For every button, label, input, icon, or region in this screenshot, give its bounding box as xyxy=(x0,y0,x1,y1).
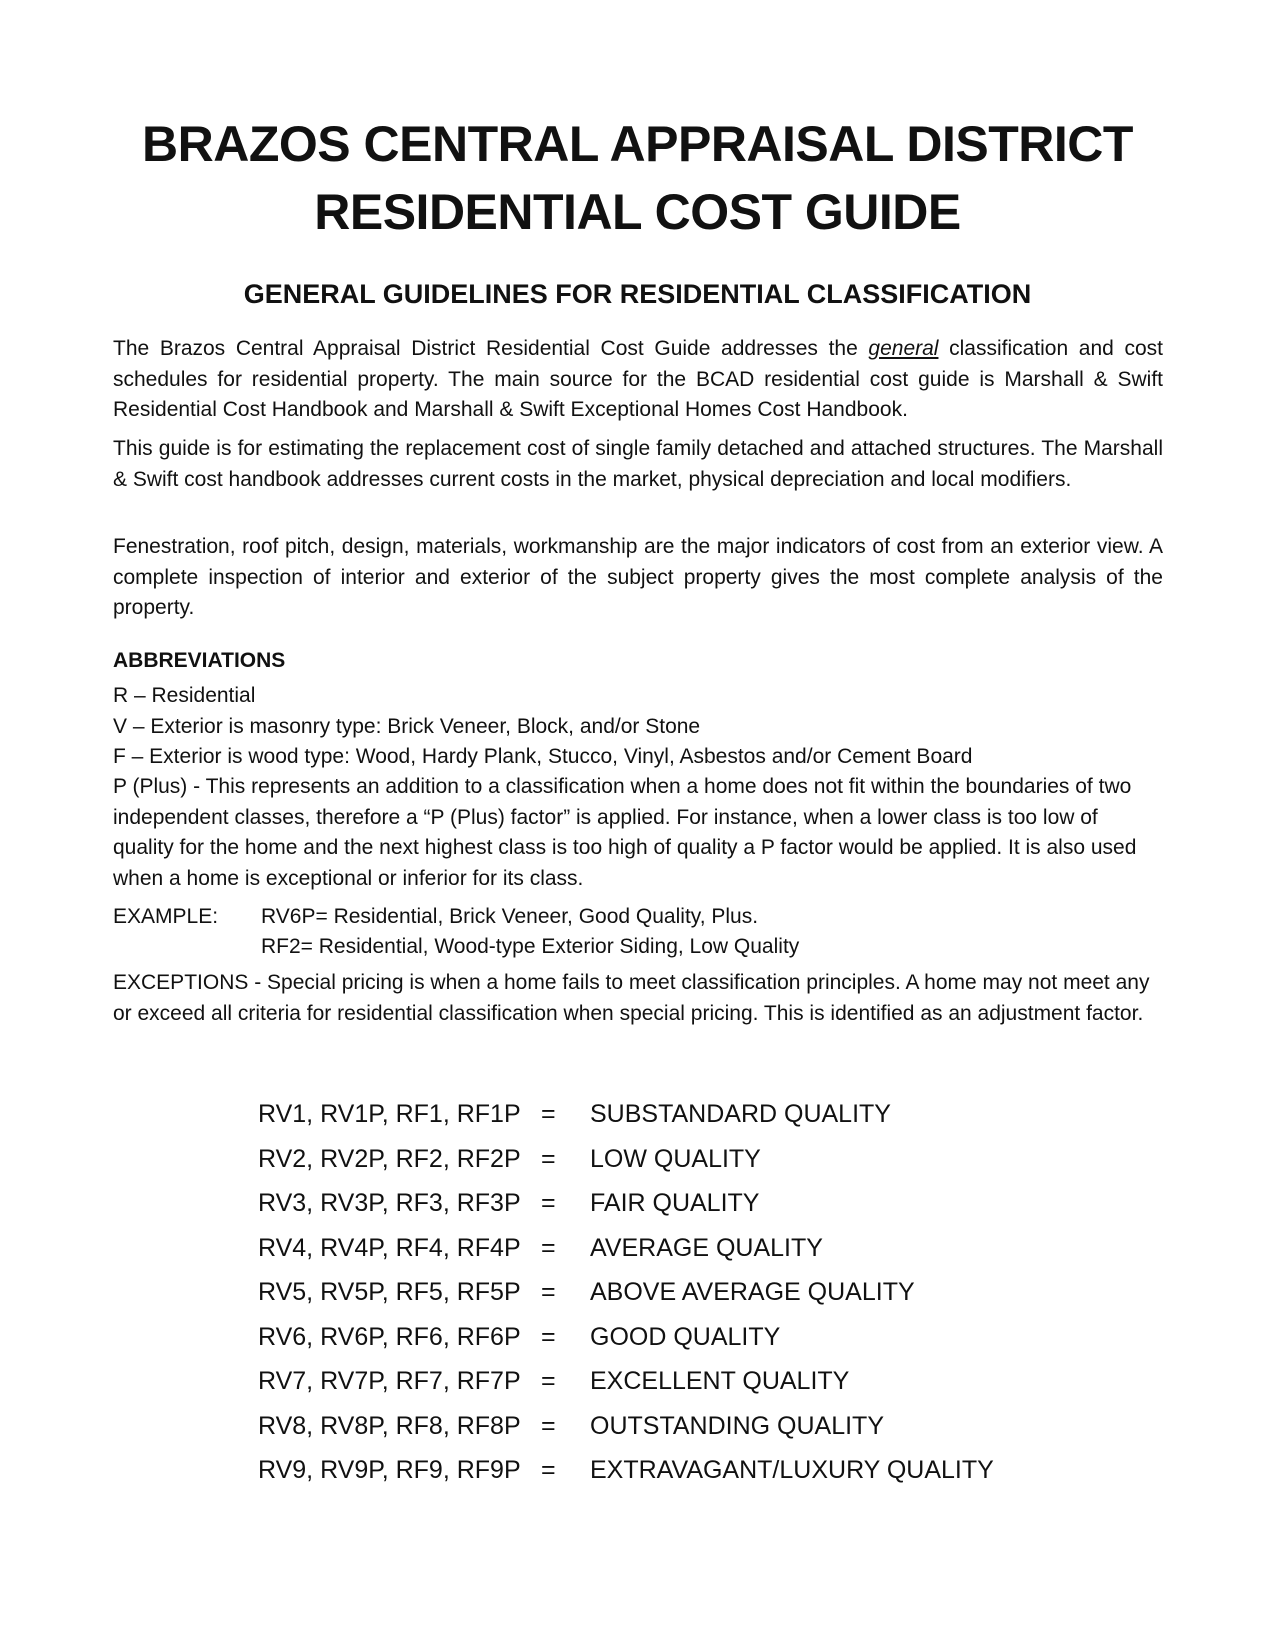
example-line: RF2= Residential, Wood-type Exterior Siding, Low Quality xyxy=(261,935,800,958)
quality-level: LOW QUALITY xyxy=(590,1144,761,1173)
class-codes: RV7, RV7P, RF7, RF7P xyxy=(258,1367,521,1395)
class-codes: RV9, RV9P, RF9, RF9P xyxy=(258,1456,521,1484)
quality-level: AVERAGE QUALITY xyxy=(590,1233,823,1262)
abbreviations-heading: ABBREVIATIONS xyxy=(113,649,286,672)
class-codes: RV1, RV1P, RF1, RF1P xyxy=(258,1100,521,1128)
quality-level: GOOD QUALITY xyxy=(590,1322,781,1351)
class-codes: RV5, RV5P, RF5, RF5P xyxy=(258,1278,521,1306)
quality-level: EXTRAVAGANT/LUXURY QUALITY xyxy=(590,1456,994,1484)
class-codes: RV6, RV6P, RF6, RF6P xyxy=(258,1322,521,1351)
class-codes: RV3, RV3P, RF3, RF3P xyxy=(258,1189,521,1217)
quality-level: ABOVE AVERAGE QUALITY xyxy=(590,1278,915,1306)
quality-level: OUTSTANDING QUALITY xyxy=(590,1411,885,1440)
equals-sign: = xyxy=(541,1322,556,1351)
equals-sign: = xyxy=(541,1367,556,1395)
equals-sign: = xyxy=(541,1233,556,1262)
quality-level: SUBSTANDARD QUALITY xyxy=(590,1100,891,1128)
intro-paragraph-2: This guide is for estimating the replacement cost of single family detached and attached structures. The Marshall & Swift cost handbook addresses current costs in the market, physical depreciation and local modifiers. xyxy=(113,437,1163,491)
example-label: EXAMPLE: xyxy=(113,905,219,928)
abbreviation-item: R – Residential xyxy=(113,684,256,707)
class-codes: RV2, RV2P, RF2, RF2P xyxy=(258,1144,521,1173)
section-heading: GENERAL GUIDELINES FOR RESIDENTIAL CLASSIFICATION xyxy=(243,279,1032,309)
emphasis-general: general xyxy=(868,337,939,360)
abbreviation-item: F – Exterior is wood type: Wood, Hardy Plank, Stucco, Vinyl, Asbestos and/or Cement Board xyxy=(113,745,973,768)
equals-sign: = xyxy=(541,1456,556,1484)
quality-level: EXCELLENT QUALITY xyxy=(590,1367,850,1395)
example-line: RV6P= Residential, Brick Veneer, Good Quality, Plus. xyxy=(261,905,759,928)
equals-sign: = xyxy=(541,1189,556,1217)
equals-sign: = xyxy=(541,1278,556,1306)
abbreviations-list xyxy=(113,681,1173,773)
document-title-line1: BRAZOS CENTRAL APPRAISAL DISTRICT xyxy=(142,116,1133,172)
intro-paragraph-1-end: classification and cost schedules for residential property. The main source for the BCAD residential cost guide is Marshall & Swift Residential Cost Handbook and Marshall & Swift Exceptional Homes Cost Handbook. xyxy=(113,337,1163,421)
equals-sign: = xyxy=(541,1100,556,1128)
abbreviation-plus-definition: P (Plus) - This represents an addition to a classification when a home does not fit within the boundaries of two independent classes, therefore a “P (Plus) factor” is applied. For instance, when a lower class is too low of quality for the home and the next highest class is too high of quality a P factor would be applied. It is also used when a home is exceptional or inferior for its class. xyxy=(113,775,1137,890)
document-title-line2: RESIDENTIAL COST GUIDE xyxy=(314,184,961,240)
quality-level: FAIR QUALITY xyxy=(590,1189,760,1217)
intro-paragraph-1 xyxy=(113,334,1163,426)
class-codes: RV8, RV8P, RF8, RF8P xyxy=(258,1411,521,1440)
exceptions-paragraph: EXCEPTIONS - Special pricing is when a home fails to meet classification principles. A home may not meet any or exceed all criteria for residential classification when special pricing. This is identified as an adjustment factor. xyxy=(113,971,1150,1025)
abbreviation-item: V – Exterior is masonry type: Brick Veneer, Block, and/or Stone xyxy=(113,714,701,738)
class-codes: RV4, RV4P, RF4, RF4P xyxy=(258,1233,521,1262)
equals-sign: = xyxy=(541,1144,556,1173)
intro-paragraph-3: Fenestration, roof pitch, design, materials, workmanship are the major indicators of cost from an exterior view. A complete inspection of interior and exterior of the subject property gives the most complete analysis of the property. xyxy=(113,535,1163,619)
intro-paragraph-1-start: The Brazos Central Appraisal District Residential Cost Guide addresses the xyxy=(113,337,869,360)
equals-sign: = xyxy=(541,1411,556,1440)
